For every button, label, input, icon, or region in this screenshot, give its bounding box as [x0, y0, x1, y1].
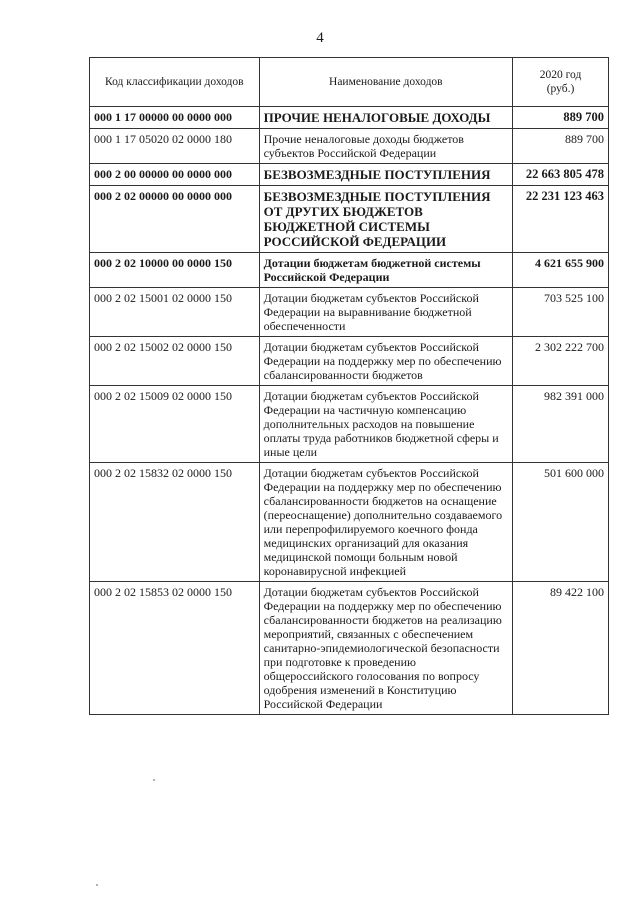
page-number: 4 — [316, 30, 324, 46]
row-amount: 22 231 123 463 — [513, 186, 609, 253]
scan-speck — [96, 884, 98, 886]
scan-speck — [153, 779, 155, 781]
row-code: 000 1 17 05020 02 0000 180 — [90, 129, 260, 164]
row-amount: 89 422 100 — [513, 582, 609, 715]
row-amount: 501 600 000 — [513, 463, 609, 582]
row-name: Дотации бюджетам бюджетной системы Российской Федерации — [259, 253, 512, 288]
row-name: Дотации бюджетам субъектов Российской Федерации на поддержку мер по обеспечению сбалансированности бюджетов на оснащение (переоснащение) дополнительно создаваемого или перепрофилируемого коечного фонда медицинских организаций для оказания медицинской помощи больным новой коронавирусной инфекцией — [259, 463, 512, 582]
row-name: БЕЗВОЗМЕЗДНЫЕ ПОСТУПЛЕНИЯ — [259, 164, 512, 186]
row-name: БЕЗВОЗМЕЗДНЫЕ ПОСТУПЛЕНИЯ ОТ ДРУГИХ БЮДЖЕТОВ БЮДЖЕТНОЙ СИСТЕМЫ РОССИЙСКОЙ ФЕДЕРАЦИИ — [259, 186, 512, 253]
row-name: Дотации бюджетам субъектов Российской Федерации на выравнивание бюджетной обеспеченности — [259, 288, 512, 337]
table-row — [90, 186, 609, 253]
row-name: ПРОЧИЕ НЕНАЛОГОВЫЕ ДОХОДЫ — [259, 107, 512, 129]
row-name: Дотации бюджетам субъектов Российской Федерации на частичную компенсацию дополнительных расходов на повышение оплаты труда работников бюджетной сферы и иные цели — [259, 386, 512, 463]
row-name: Дотации бюджетам субъектов Российской Федерации на поддержку мер по обеспечению сбалансированности бюджетов — [259, 337, 512, 386]
table-row — [90, 129, 609, 164]
table-row — [90, 164, 609, 186]
row-code: 000 2 02 15853 02 0000 150 — [90, 582, 260, 715]
row-amount: 703 525 100 — [513, 288, 609, 337]
row-code: 000 2 00 00000 00 0000 000 — [90, 164, 260, 186]
table-row — [90, 582, 609, 715]
table-header-row — [90, 58, 609, 107]
table-row — [90, 386, 609, 463]
header-name: Наименование доходов — [259, 58, 512, 107]
table-row — [90, 253, 609, 288]
table-body — [90, 107, 609, 715]
table-row — [90, 107, 609, 129]
row-amount: 889 700 — [513, 129, 609, 164]
table-row — [90, 463, 609, 582]
row-amount: 2 302 222 700 — [513, 337, 609, 386]
row-amount: 4 621 655 900 — [513, 253, 609, 288]
row-amount: 982 391 000 — [513, 386, 609, 463]
row-code: 000 2 02 15001 02 0000 150 — [90, 288, 260, 337]
income-table — [89, 57, 609, 715]
row-code: 000 2 02 00000 00 0000 000 — [90, 186, 260, 253]
table-row — [90, 337, 609, 386]
row-name: Дотации бюджетам субъектов Российской Федерации на поддержку мер по обеспечению сбалансированности бюджетов на реализацию мероприятий, связанных с обеспечением санитарно-эпидемиологической безопасности при подготовке к проведению общероссийского голосования по вопросу одобрения изменений в Конституцию Российской Федерации — [259, 582, 512, 715]
row-code: 000 1 17 00000 00 0000 000 — [90, 107, 260, 129]
row-amount: 22 663 805 478 — [513, 164, 609, 186]
row-code: 000 2 02 15832 02 0000 150 — [90, 463, 260, 582]
table-row — [90, 288, 609, 337]
row-amount: 889 700 — [513, 107, 609, 129]
row-code: 000 2 02 15009 02 0000 150 — [90, 386, 260, 463]
row-code: 000 2 02 15002 02 0000 150 — [90, 337, 260, 386]
row-code: 000 2 02 10000 00 0000 150 — [90, 253, 260, 288]
header-code: Код классификации доходов — [90, 58, 260, 107]
header-amount: 2020 год (руб.) — [513, 58, 609, 107]
row-name: Прочие неналоговые доходы бюджетов субъектов Российской Федерации — [259, 129, 512, 164]
